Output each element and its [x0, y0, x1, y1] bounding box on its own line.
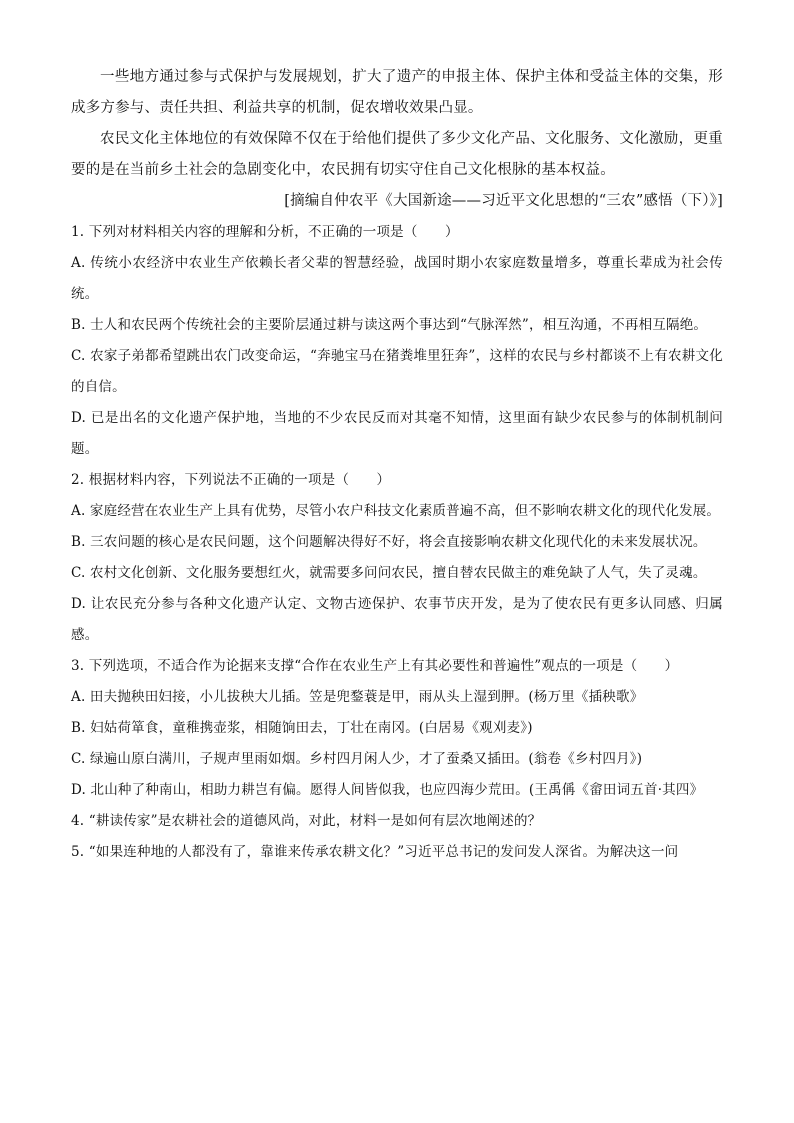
question-stem: 5. “如果连种地的人都没有了，靠谁来传承农耕文化？”习近平总书记的发问发人深省。为解决这一问 [71, 844, 679, 860]
option-b: B. 三农问题的核心是农民问题，这个问题解决得好不好，将会直接影响农耕文化现代化的未来发展状况。 [71, 534, 707, 550]
option-a: A. 家庭经营在农业生产上具有优势，尽管小农户科技文化素质普遍不高，但不影响农耕文化的现代化发展。 [71, 503, 721, 519]
option-d: D. 让农民充分参与各种文化遗产认定、文物古迹保护、农事节庆开发，是为了使农民有更多认同感、归属感。 [71, 596, 723, 643]
question-3 [71, 651, 723, 806]
question-stem: 4. “耕读传家”是农耕社会的道德风尚，对此，材料一是如何有层次地阐述的？ [71, 813, 542, 829]
question-5 [71, 837, 723, 868]
option-d: D. 北山种了种南山，相助力耕岂有偏。愿得人间皆似我，也应四海少荒田。(王禹偁《畲田词五首·其四》 [71, 782, 704, 798]
source-citation: [摘编自仲农平《大国新途——习近平文化思想的“三农”感悟（下）》] [284, 193, 723, 209]
question-2 [71, 465, 723, 651]
option-b: B. 士人和农民两个传统社会的主要阶层通过耕与读这两个事达到“气脉浑然”，相互沟通，不再相互隔绝。 [71, 317, 708, 333]
question-stem: 1. 下列对材料相关内容的理解和分析，不正确的一项是（ ） [71, 224, 459, 240]
option-d: D. 已是出名的文化遗产保护地，当地的不少农民反而对其毫不知情，这里面有缺少农民参与的体制机制问题。 [71, 410, 723, 457]
question-stem: 3. 下列选项，不适合作为论据来支撑“合作在农业生产上有其必要性和普遍性”观点的一项是（ ） [71, 658, 679, 674]
question-stem: 2. 根据材料内容，下列说法不正确的一项是（ ） [71, 472, 391, 488]
option-c: C. 绿遍山原白满川，子规声里雨如烟。乡村四月闲人少，才了蚕桑又插田。(翁卷《乡村四月》) [71, 751, 643, 767]
option-a: A. 传统小农经济中农业生产依赖长者父辈的智慧经验，战国时期小农家庭数量增多，尊重长辈成为社会传统。 [71, 255, 723, 302]
paragraph-farmer-cultural-rights: 农民文化主体地位的有效保障不仅在于给他们提供了多少文化产品、文化服务、文化激励，更重要的是在当前乡土社会的急剧变化中，农民拥有切实守住自己文化根脉的基本权益。 [71, 131, 723, 178]
option-b: B. 妇姑荷箪食，童稚携壶浆，相随饷田去，丁壮在南冈。(白居易《观刈麦》) [71, 720, 533, 736]
document-page [71, 62, 723, 868]
option-c: C. 农家子弟都希望跳出农门改变命运，“奔驰宝马在猪粪堆里狂奔”，这样的农民与乡村都谈不上有农耕文化的自信。 [71, 348, 723, 395]
option-a: A. 田夫抛秧田妇接，小儿拔秧大儿插。笠是兜鍪蓑是甲，雨从头上湿到胛。(杨万里《插秧歌》 [71, 689, 644, 705]
question-1 [71, 217, 723, 465]
paragraph-participatory-protection: 一些地方通过参与式保护与发展规划，扩大了遗产的申报主体、保护主体和受益主体的交集，形成多方参与、责任共担、利益共享的机制，促农增收效果凸显。 [71, 69, 723, 116]
question-4 [71, 806, 723, 837]
option-c: C. 农村文化创新、文化服务要想红火，就需要多问问农民，擅自替农民做主的难免缺了人气，失了灵魂。 [71, 565, 707, 581]
